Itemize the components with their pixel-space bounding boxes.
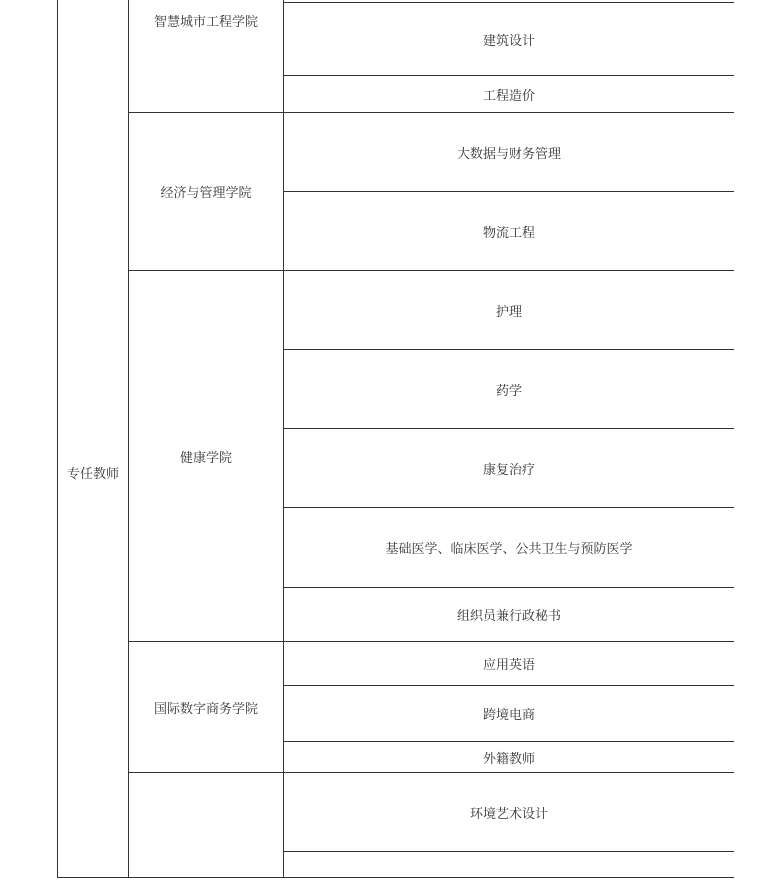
major-cell: 工程造价 (482, 88, 535, 104)
major-cell: 建筑设计 (482, 33, 535, 49)
major-cell (284, 852, 734, 877)
college-cell: 智慧城市工程学院 (153, 14, 258, 30)
table-left-border (57, 0, 58, 877)
major-cell: 康复治疗 (482, 462, 535, 478)
major-cell: 药学 (495, 383, 522, 399)
major-cell: 护理 (495, 304, 522, 320)
major-cell: 环境艺术设计 (469, 806, 548, 822)
major-cell: 物流工程 (482, 225, 535, 241)
major-cell: 跨境电商 (482, 708, 535, 723)
major-cell: 外籍教师 (482, 751, 535, 767)
college-cell: 国际数字商务学院 (153, 701, 258, 717)
college-cell (129, 800, 283, 824)
table-bottom-border (57, 877, 734, 878)
major-cell: 组织员兼行政秘书 (456, 609, 561, 624)
major-cell: 基础医学、临床医学、公共卫生与预防医学 (385, 542, 633, 557)
column-divider-category (128, 0, 129, 877)
college-cell: 经济与管理学院 (160, 185, 252, 201)
category-cell: 专任教师 (66, 466, 119, 482)
major-cell: 应用英语 (482, 658, 535, 673)
college-cell: 健康学院 (179, 450, 232, 466)
major-cell: 大数据与财务管理 (456, 146, 561, 162)
